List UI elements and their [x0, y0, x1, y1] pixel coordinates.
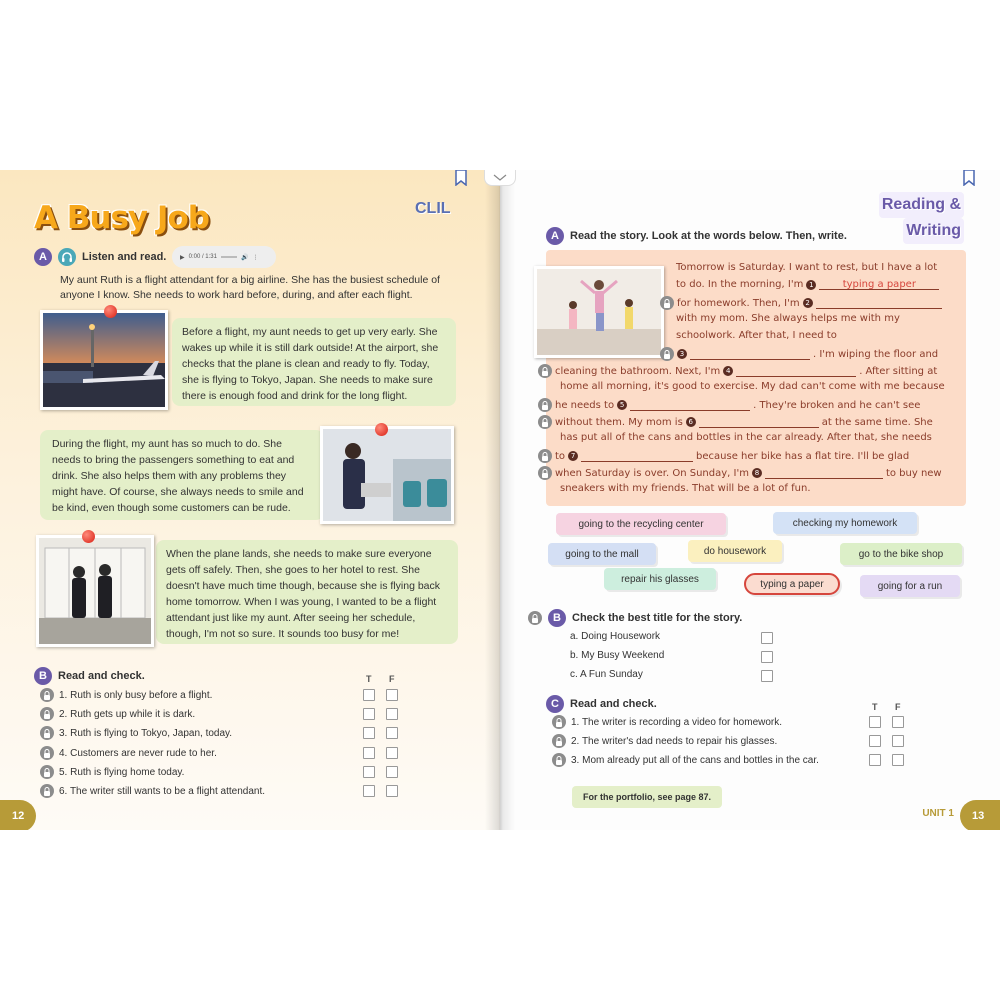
true-column-label: T — [366, 674, 372, 684]
question-text: 1. Ruth is only busy before a flight. — [59, 689, 213, 701]
story-line — [560, 381, 945, 392]
portfolio-note: For the portfolio, see page 87. — [572, 786, 722, 808]
story-text: . They're broken and he can't see — [753, 399, 921, 411]
lock-icon — [660, 347, 674, 361]
lock-icon — [538, 466, 552, 480]
page-title: A Busy Job — [34, 200, 209, 236]
title-option: b. My Busy Weekend — [570, 650, 665, 661]
blank-number: 6 — [686, 417, 696, 427]
word-bank-chip[interactable]: do housework — [688, 540, 782, 562]
question-text: 6. The writer still wants to be a flight attendant. — [59, 785, 266, 797]
intro-paragraph: My aunt Ruth is a flight attendant for a big airline. She has the busiest schedule of anyone I know. She needs to work hard before, during, and after each flight. — [60, 274, 440, 301]
heading-line: Writing — [903, 218, 964, 244]
true-checkbox[interactable] — [869, 716, 881, 728]
unit-label: UNIT 1 — [922, 808, 954, 819]
book-gutter — [485, 170, 515, 830]
question-text: 1. The writer is recording a video for homework. — [571, 716, 783, 728]
false-checkbox[interactable] — [386, 785, 398, 797]
answer-blank[interactable] — [736, 366, 856, 377]
false-checkbox[interactable] — [386, 766, 398, 778]
story-text: sneakers with my friends. That will be a lot of fun. — [560, 483, 811, 494]
audio-progress-bar[interactable] — [221, 256, 237, 258]
question-text: 3. Ruth is flying to Tokyo, Japan, today. — [59, 727, 233, 739]
story-text: because her bike has a flat tire. I'll be glad — [696, 450, 910, 462]
word-bank-chip[interactable]: going to the recycling center — [556, 513, 726, 535]
flight-attendant-photo — [320, 426, 454, 524]
answer-blank[interactable] — [699, 417, 819, 428]
page-number: 12 — [0, 800, 36, 830]
word-bank-chip[interactable]: go to the bike shop — [840, 543, 962, 565]
paragraph-box — [172, 318, 456, 406]
false-checkbox[interactable] — [386, 747, 398, 759]
blank-number: 3 — [677, 349, 687, 359]
paragraph-text: During the flight, my aunt has so much to do. She needs to bring the passengers something to eat and drink. She also helps them with any problems they might have. Of course, she always needs to smile and be kind, even though some customers can be rude. — [52, 438, 304, 514]
lock-icon — [40, 726, 54, 740]
story-text: to buy new — [885, 467, 942, 479]
paragraph-text: Before a flight, my aunt needs to get up very early. She wakes up while it is still dark outside! At the airport, she checks that the plane is clean and ready to fly. Today, she is flying to Tokyo, Japan. She needs to make sure there is enough food and drink for the long flight. — [182, 326, 439, 402]
section-label: Listen and read. — [82, 251, 167, 263]
story-line — [560, 483, 811, 494]
story-text: for homework. Then, I'm — [677, 297, 800, 309]
question-row — [40, 745, 410, 761]
title-option: c. A Fun Sunday — [570, 669, 643, 680]
true-column-label: T — [872, 702, 878, 712]
word-bank-chip[interactable]: checking my homework — [773, 512, 917, 534]
word-bank-chip[interactable]: repair his glasses — [604, 568, 716, 590]
true-checkbox[interactable] — [363, 689, 375, 701]
answer-blank[interactable]: typing a paper — [819, 279, 939, 290]
question-row — [552, 733, 872, 749]
story-text: to — [555, 450, 566, 462]
story-line — [538, 415, 933, 429]
blank-number: 1 — [806, 280, 816, 290]
story-line — [660, 347, 938, 361]
story-line — [538, 398, 920, 412]
true-checkbox[interactable] — [363, 785, 375, 797]
airport-photo — [40, 310, 168, 410]
false-column-label: F — [895, 702, 901, 712]
option-checkbox[interactable] — [761, 632, 773, 644]
false-checkbox[interactable] — [386, 727, 398, 739]
lock-icon — [660, 296, 674, 310]
story-line — [538, 466, 942, 480]
story-text: he needs to — [555, 399, 615, 411]
section-label: Read and check. — [570, 698, 657, 710]
lock-icon — [528, 611, 542, 625]
bookmark-icon[interactable] — [963, 170, 975, 186]
section-letter: B — [548, 609, 566, 627]
chevron-down-icon[interactable] — [493, 174, 507, 181]
true-checkbox[interactable] — [363, 766, 375, 778]
story-line — [676, 330, 837, 341]
section-c-header — [546, 695, 657, 713]
pin-icon — [375, 423, 388, 436]
lock-icon — [40, 784, 54, 798]
lock-icon — [40, 746, 54, 760]
lock-icon — [40, 707, 54, 721]
audio-player[interactable] — [172, 246, 276, 268]
word-bank-chip[interactable]: going for a run — [860, 575, 960, 597]
story-text: . After sitting at — [859, 365, 938, 377]
story-line — [676, 279, 939, 290]
story-line — [538, 364, 937, 378]
answer-blank[interactable] — [765, 468, 883, 479]
false-checkbox[interactable] — [892, 735, 904, 747]
false-checkbox[interactable] — [386, 689, 398, 701]
question-row — [40, 687, 410, 703]
true-checkbox[interactable] — [363, 747, 375, 759]
pin-icon — [82, 530, 95, 543]
right-page — [500, 170, 1000, 830]
lock-icon — [552, 715, 566, 729]
option-checkbox[interactable] — [761, 651, 773, 663]
question-row — [552, 714, 872, 730]
paragraph-box — [40, 430, 324, 520]
true-checkbox[interactable] — [869, 735, 881, 747]
paragraph-box — [156, 540, 458, 644]
section-letter: A — [34, 248, 52, 266]
story-text: cleaning the bathroom. Next, I'm — [555, 365, 721, 377]
answer-blank[interactable] — [816, 298, 942, 309]
false-checkbox[interactable] — [386, 708, 398, 720]
lock-icon — [552, 734, 566, 748]
question-text: 3. Mom already put all of the cans and bottles in the car. — [571, 754, 819, 766]
section-b-header — [528, 609, 742, 627]
title-option: a. Doing Housework — [570, 631, 661, 642]
blank-number: 2 — [803, 298, 813, 308]
answer-blank[interactable] — [581, 451, 693, 462]
option-checkbox[interactable] — [761, 670, 773, 682]
story-text: schoolwork. After that, I need to — [676, 330, 837, 341]
headphones-icon[interactable] — [58, 248, 76, 266]
question-row — [40, 764, 410, 780]
story-text: . I'm wiping the floor and — [813, 348, 939, 360]
more-options-icon[interactable]: ⋮ — [252, 254, 259, 261]
section-label: Read the story. Look at the words below. Then, write. — [570, 230, 847, 242]
story-text: when Saturday is over. On Sunday, I'm — [555, 467, 749, 479]
pin-icon — [104, 305, 117, 318]
story-line — [560, 432, 932, 443]
travelers-photo — [36, 535, 154, 647]
lock-icon — [552, 753, 566, 767]
story-text: home all morning, it's good to exercise. My dad can't come with me because — [560, 381, 945, 392]
blank-number: 8 — [752, 468, 762, 478]
lock-icon — [538, 364, 552, 378]
blank-number: 4 — [723, 366, 733, 376]
story-text: without them. My mom is — [555, 416, 683, 428]
story-line — [660, 296, 942, 310]
story-line — [676, 313, 900, 324]
exercise-photo — [534, 266, 664, 358]
heading-line: Reading & — [879, 192, 964, 218]
true-checkbox[interactable] — [869, 754, 881, 766]
lock-icon — [40, 765, 54, 779]
word-bank-chip[interactable]: going to the mall — [548, 543, 656, 565]
section-letter: A — [546, 227, 564, 245]
clil-tag: CLIL — [415, 200, 451, 217]
collapse-tab[interactable] — [484, 170, 516, 186]
page-number: 13 — [960, 800, 1000, 830]
question-row — [40, 706, 410, 722]
question-text: 4. Customers are never rude to her. — [59, 747, 217, 759]
section-letter: C — [546, 695, 564, 713]
question-row — [40, 783, 410, 799]
section-a-header — [34, 248, 166, 266]
section-label: Check the best title for the story. — [572, 612, 743, 624]
lock-icon — [538, 415, 552, 429]
story-text: at the same time. She — [821, 416, 933, 428]
left-page — [0, 170, 500, 830]
blank-number: 5 — [617, 400, 627, 410]
textbook-spread — [0, 170, 1000, 830]
answer-blank[interactable] — [630, 400, 750, 411]
false-checkbox[interactable] — [892, 716, 904, 728]
true-checkbox[interactable] — [363, 708, 375, 720]
paragraph-text: When the plane lands, she needs to make sure everyone gets off safely. Then, she goes to her hotel to rest. She doesn't have much time though, because she is flying back home tomorrow. When I was young, I wanted to be a flight attendant just like my aunt. After seeing her schedule, though, I'm not so sure. It sounds too busy for me! — [166, 548, 440, 640]
story-line — [676, 262, 937, 273]
section-letter: B — [34, 667, 52, 685]
story-text: to do. In the morning, I'm — [676, 279, 804, 290]
story-line — [538, 449, 909, 463]
section-heading — [879, 192, 964, 244]
story-text: has put all of the cans and bottles in the car already. After that, she needs — [560, 432, 932, 443]
true-checkbox[interactable] — [363, 727, 375, 739]
story-text: Tomorrow is Saturday. I want to rest, but I have a lot — [676, 262, 938, 273]
blank-number: 7 — [568, 451, 578, 461]
section-b-header — [34, 667, 145, 685]
bookmark-icon[interactable] — [455, 170, 467, 186]
audio-time: 0:00 / 1:31 — [188, 254, 217, 260]
section-label: Read and check. — [58, 670, 145, 682]
question-text: 5. Ruth is flying home today. — [59, 766, 185, 778]
lock-icon — [538, 449, 552, 463]
volume-icon[interactable]: 🔊 — [240, 254, 249, 261]
word-bank-chip[interactable]: typing a paper — [744, 573, 840, 595]
lock-icon — [538, 398, 552, 412]
question-row — [40, 725, 410, 741]
question-row — [552, 752, 872, 768]
question-text: 2. The writer's dad needs to repair his glasses. — [571, 735, 778, 747]
lock-icon — [40, 688, 54, 702]
false-column-label: F — [389, 674, 395, 684]
play-icon[interactable]: ▶ — [180, 254, 185, 261]
question-text: 2. Ruth gets up while it is dark. — [59, 708, 196, 720]
story-text: with my mom. She always helps me with my — [676, 313, 900, 324]
false-checkbox[interactable] — [892, 754, 904, 766]
answer-blank[interactable] — [690, 349, 810, 360]
section-a-header — [546, 227, 847, 245]
